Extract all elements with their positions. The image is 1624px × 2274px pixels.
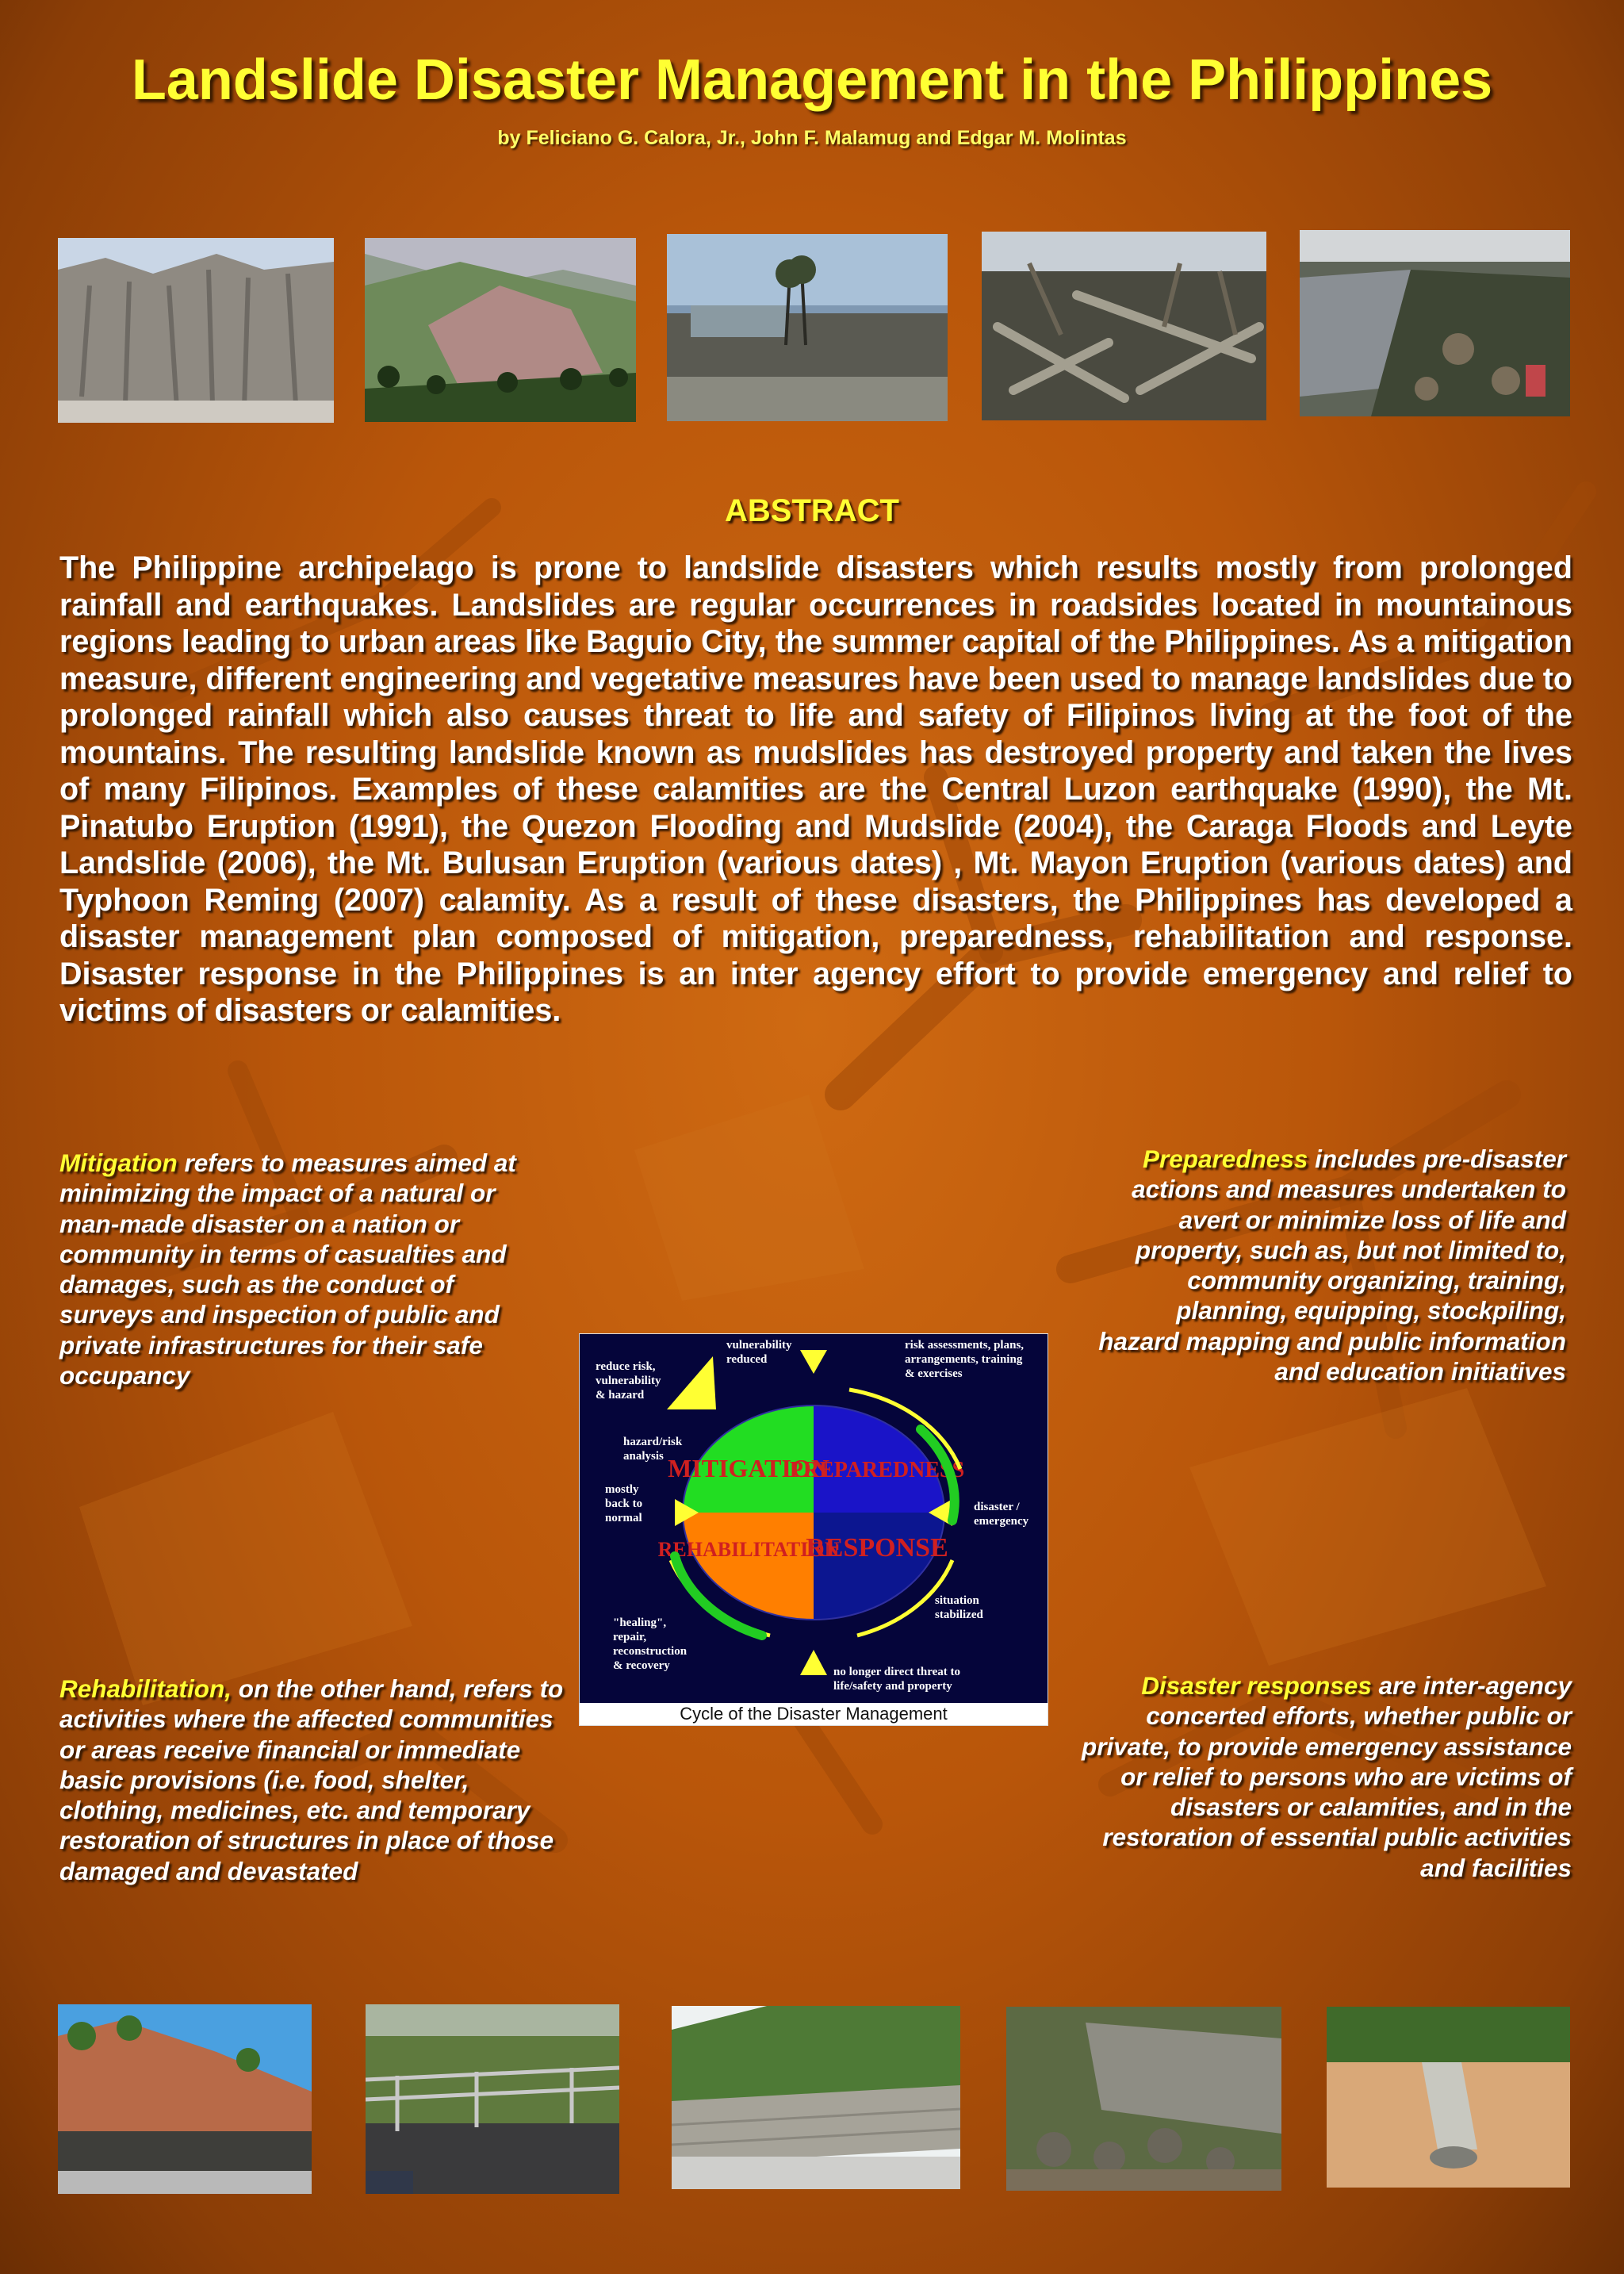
poster-title: Landslide Disaster Management in the Philippines <box>131 48 1493 112</box>
preparedness-text: includes pre-disaster actions and measures undertaken to avert or minimize loss of life and property, such as, but not limited to, community organizing, training, planning, equipping, stockpiling, hazard mapping and public information and education initiatives <box>1098 1145 1566 1386</box>
label-reduce-risk: reduce risk, vulnerability & hazard <box>596 1360 661 1402</box>
preparedness-quadrant-label: PREPAREDNESS <box>789 1458 965 1482</box>
photo-drainage-slope <box>1327 2007 1570 2188</box>
label-vulnerability-reduced: vulnerability reduced <box>726 1339 792 1366</box>
mitigation-description <box>59 1148 535 1390</box>
photo-cut-slope <box>58 2004 312 2194</box>
mitigation-keyword: Mitigation <box>59 1149 178 1177</box>
preparedness-description <box>1090 1144 1566 1386</box>
response-description <box>1074 1670 1572 1883</box>
photo-stone-retaining-wall <box>672 2006 960 2189</box>
rehabilitation-keyword: Rehabilitation, <box>59 1674 232 1703</box>
disaster-cycle-diagram <box>579 1333 1048 1726</box>
cycle-caption: Cycle of the Disaster Management <box>680 1704 948 1724</box>
photo-mountain-landslide <box>365 238 636 422</box>
label-situation-stabilized: situation stabilized <box>935 1594 983 1621</box>
photo-guardrail-wall <box>366 2004 619 2194</box>
abstract-heading: ABSTRACT <box>725 493 899 528</box>
photo-gabion-wall <box>1006 2007 1281 2191</box>
abstract-text: The Philippine archipelago is prone to landslide disasters which results mostly from prolonged rainfall and earthquakes. Landslides are regular occurrences in roadsides located in mountainous regions leading to urban areas like Baguio City, the summer capital of the Philippines. As a mitigation measure, different engineering and vegetative measures have been used to manage landslides due to prolonged rainfall which also causes threat to life and safety of Filipinos living at the foot of the mountains. The resulting landslide known as mudslides has destroyed property and taken the lives of many Filipinos. Examples of these calamities are the Central Luzon earthquake (1990), the Mt. Pinatubo Eruption (1991), the Quezon Flooding and Mudslide (2004), the Caraga Floods and Leyte Landslide (2006), the Mt. Bulusan Eruption (various dates) , Mt. Mayon Eruption (various dates) and Typhoon Reming (2007) calamity. As a result of these disasters, the Philippines has developed a disaster management plan composed of mitigation, preparedness, rehabilitation and response. Disaster response in the Philippines is an inter agency effort to provide emergency and relief to victims of disasters or calamities. <box>59 550 1572 1028</box>
mitigation-text: refers to measures aimed at minimizing the impact of a natural or man-made disaster on a nation or community in terms of casualties and damages, such as the conduct of surveys and inspection of public and private infrastructures for their safe occupancy <box>59 1149 516 1390</box>
response-keyword: Disaster responses <box>1141 1671 1372 1700</box>
photo-eroded-cliff <box>58 238 334 423</box>
label-no-longer-threat: no longer direct threat to life/safety and property <box>833 1666 960 1693</box>
photo-flood-debris <box>1300 230 1570 416</box>
label-healing: "healing", repair, reconstruction & recovery <box>613 1616 688 1672</box>
label-mostly-back: mostly back to normal <box>605 1483 643 1524</box>
response-text: are inter-agency concerted efforts, whether public or private, to provide emergency assistance or relief to persons who are victims of disasters or calamities, and in the restoration of essential public activities and facilities <box>1081 1671 1572 1882</box>
preparedness-keyword: Preparedness <box>1143 1145 1308 1173</box>
photo-typhoon-damage <box>667 234 948 421</box>
rehabilitation-description <box>59 1674 567 1886</box>
photo-fallen-trees <box>982 232 1266 420</box>
label-risk-assessments: risk assessments, plans, arrangements, training & exercises <box>905 1339 1025 1380</box>
mitigation-quadrant-label: MITIGATION <box>668 1454 829 1482</box>
response-quadrant-label: RESPONSE <box>806 1533 948 1563</box>
rehabilitation-text: on the other hand, refers to activities where the affected communities or areas receive financial or immediate basic provisions (i.e. food, shelter, clothing, medicines, etc. and temporary restoration of structures in place of those damaged and devastated <box>59 1674 564 1885</box>
authors-line: by Feliciano G. Calora, Jr., John F. Malamug and Edgar M. Molintas <box>497 127 1127 149</box>
label-hazard-analysis: hazard/risk analysis <box>623 1436 683 1463</box>
rehabilitation-quadrant-label: REHABILITATION <box>657 1538 840 1561</box>
label-disaster-emergency: disaster / emergency <box>974 1501 1029 1528</box>
